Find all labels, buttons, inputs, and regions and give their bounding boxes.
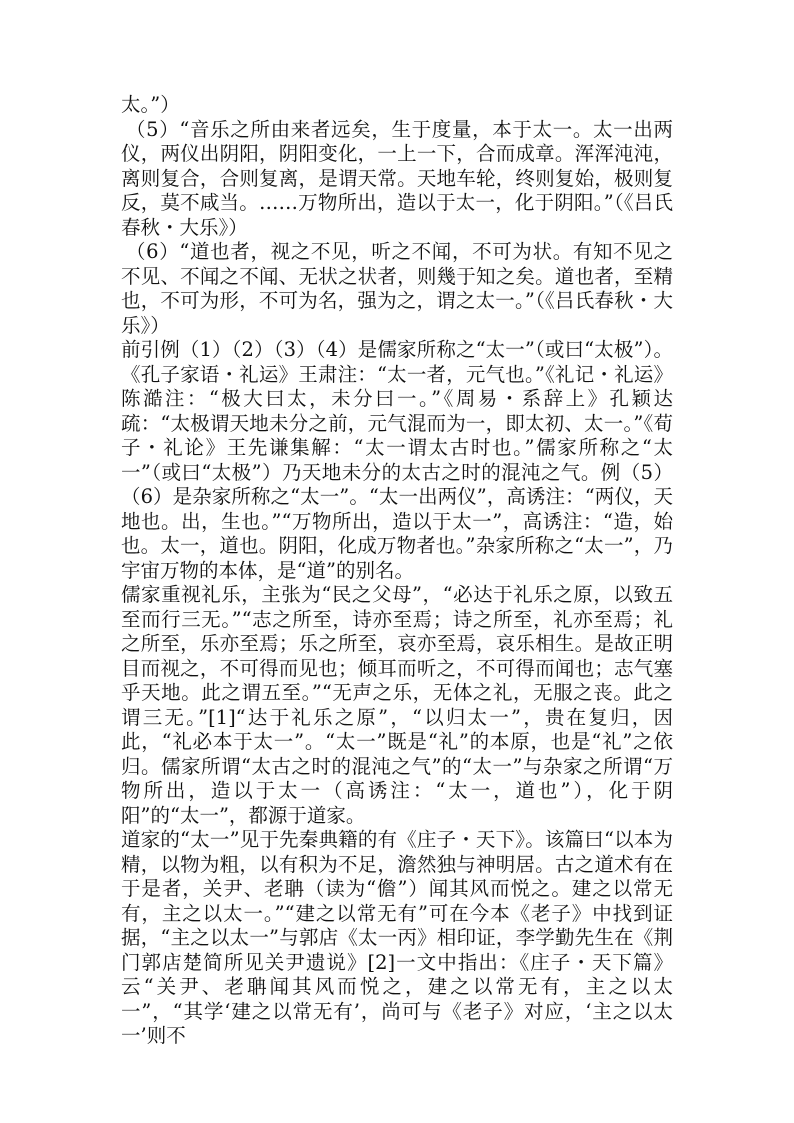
paragraph-analysis-confucian-eclectic: 前引例（1）（2）（3）（4）是儒家所称之“太一”（或曰“太极”）。《孔子家语・礼运》王肃注：“太一者，元气也。”《礼记・礼运》陈澔注：“极大曰太，未分曰一。”《周易・系辞上》孔颖达疏：“太极谓天地未分之前，元气混而为一，即太初、太一。”《荀子・礼论》王先谦集解：“太一谓太古时也。”儒家所称之“太一”（或曰“太极”）乃天地未分的太古之时的混沌之气。例（5）（6）是杂家所称之“太一”。“太一出两仪”，高诱注：“两仪，天地也。出，生也。”“万物所出，造以于太一”，高诱注：“造，始也。太一，道也。阴阳，化成万物者也。”杂家所称之“太一”，乃宇宙万物的本体，是“道”的别名。	[121, 338, 673, 582]
paragraph-continuation: 太。”）	[121, 93, 180, 116]
document-page	[121, 93, 673, 1049]
paragraph-example-6: （6）“道也者，视之不见，听之不闻，不可为状。有知不见之不见、不闻之不闻、无状之状者，则幾于知之矣。道也者，至精也，不可为形，不可为名，强为之，谓之太一。”（《吕氏春秋・大乐》）	[121, 240, 673, 337]
paragraph-daoist-taiyi: 道家的“太一”见于先秦典籍的有《庄子・天下》。该篇曰“以本为精，以物为粗，以有积为不足，澹然独与神明居。古之道术有在于是者，关尹、老聃（读为“儋”）闻其风而悦之。建之以常无有，主之以太一。”“建之以常无有”可在今本《老子》中找到证据，“主之以太一”与郭店《太一丙》相印证，李学勤先生在《荆门郭店楚简所见关尹遗说》[2]一文中指出：《庄子・天下篇》云“关尹、老聃闻其风而悦之，建之以常无有，主之以太一”，“其学‘建之以常无有’，尚可与《老子》对应，‘主之以太一’则不	[121, 828, 673, 1047]
paragraph-example-5: （5）“音乐之所由来者远矣，生于度量，本于太一。太一出两仪，两仪出阴阳，阴阳变化，一上一下，合而成章。浑浑沌沌，离则复合，合则复离，是谓天常。天地车轮，终则复始，极则复反，莫不咸当。……万物所出，造以于太一，化于阴阳。”（《吕氏春秋・大乐》）	[121, 117, 673, 239]
paragraph-ritual-music: 儒家重视礼乐，主张为“民之父母”，“必达于礼乐之原，以致五至而行三无。”“志之所至，诗亦至焉；诗之所至，礼亦至焉；礼之所至，乐亦至焉；乐之所至，哀亦至焉，哀乐相生。是故正明目而视之，不可得而见也；倾耳而听之，不可得而闻也；志气塞乎天地。此之谓五至。”“无声之乐，无体之礼，无服之丧。此之谓三无。”[1]“达于礼乐之原”，“以归太一”，贵在复归，因此，“礼必本于太一”。“太一”既是“礼”的本原，也是“礼”之依归。儒家所谓“太古之时的混沌之气”的“太一”与杂家之所谓“万物所出，造以于太一（高诱注：“太一，道也”），化于阴阳”的“太一”，都源于道家。	[121, 583, 673, 827]
